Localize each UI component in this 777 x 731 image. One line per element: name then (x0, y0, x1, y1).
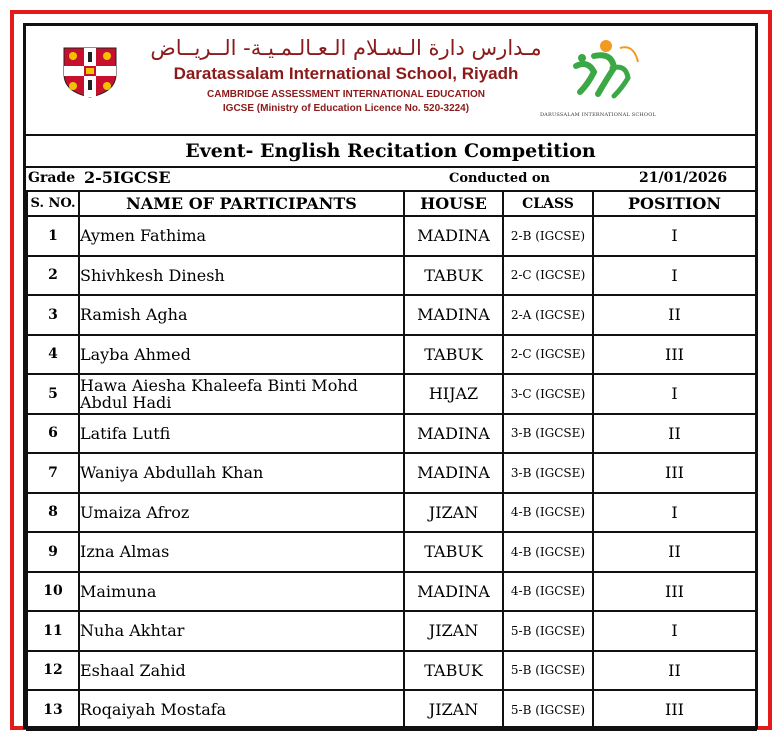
table-row (27, 532, 756, 572)
cell-class: 5-B (IGCSE) (503, 611, 593, 651)
cell-name: Ramish Agha (79, 295, 404, 335)
cell-position: II (593, 414, 756, 454)
cell-house: MADINA (404, 414, 503, 454)
table-row (27, 295, 756, 335)
cell-house: TABUK (404, 532, 503, 572)
cell-position: I (593, 256, 756, 296)
cell-class: 4-B (IGCSE) (503, 572, 593, 612)
cell-name: Layba Ahmed (79, 335, 404, 375)
cell-class: 2-B (IGCSE) (503, 216, 593, 256)
cell-sno: 10 (27, 572, 79, 612)
cell-position: I (593, 216, 756, 256)
cell-house: JIZAN (404, 690, 503, 730)
cell-name: Roqaiyah Mostafa (79, 690, 404, 730)
cell-position: II (593, 532, 756, 572)
table-row (27, 493, 756, 533)
cell-house: MADINA (404, 295, 503, 335)
header-class: CLASS (503, 191, 593, 216)
conducted-date: 21/01/2026 (639, 170, 728, 186)
cell-position: III (593, 572, 756, 612)
cell-position: I (593, 374, 756, 414)
cell-position: III (593, 690, 756, 730)
header-name: NAME OF PARTICIPANTS (79, 191, 404, 216)
document-sheet (23, 23, 758, 729)
school-name: Daratassalam International School, Riyadh (173, 64, 519, 83)
cell-sno: 2 (27, 256, 79, 296)
cell-sno: 6 (27, 414, 79, 454)
table-row (27, 414, 756, 454)
table-row (27, 374, 756, 414)
cell-house: MADINA (404, 453, 503, 493)
letterhead (26, 26, 755, 136)
cell-house: HIJAZ (404, 374, 503, 414)
table-row (27, 611, 756, 651)
cell-sno: 8 (27, 493, 79, 533)
cell-house: MADINA (404, 572, 503, 612)
table-row (27, 690, 756, 730)
cell-class: 2-A (IGCSE) (503, 295, 593, 335)
page-frame (10, 10, 772, 730)
licence-line: IGCSE (Ministry of Education Licence No. 520-3224) (222, 103, 470, 114)
cell-name: Waniya Abdullah Khan (79, 453, 404, 493)
cell-name: Maimuna (79, 572, 404, 612)
cell-name: Eshaal Zahid (79, 651, 404, 691)
cell-sno: 9 (27, 532, 79, 572)
cell-name: Umaiza Afroz (79, 493, 404, 533)
cell-sno: 7 (27, 453, 79, 493)
cell-name: Hawa Aiesha Khaleefa Binti Mohd Abdul Hadi (79, 374, 404, 414)
header-house: HOUSE (404, 191, 503, 216)
cell-class: 4-B (IGCSE) (503, 532, 593, 572)
grade-label: Grade (28, 170, 76, 186)
cell-sno: 4 (27, 335, 79, 375)
cell-position: III (593, 335, 756, 375)
cell-house: TABUK (404, 651, 503, 691)
table-header-row (27, 191, 756, 216)
cell-class: 2-C (IGCSE) (503, 256, 593, 296)
school-arabic-name: مـدارس دارة الـسـلام الـعـالـمـيـة- الــريــاض (150, 36, 542, 60)
cell-name: Aymen Fathima (79, 216, 404, 256)
cell-sno: 12 (27, 651, 79, 691)
school-logo-icon (554, 38, 644, 102)
exam-board: CAMBRIDGE ASSESSMENT INTERNATIONAL EDUCATION (207, 89, 485, 100)
cell-sno: 5 (27, 374, 79, 414)
cell-house: MADINA (404, 216, 503, 256)
participants-table (26, 190, 757, 731)
grade-value: 2-5IGCSE (84, 168, 171, 187)
cell-sno: 1 (27, 216, 79, 256)
event-title: Event- English Recitation Competition (26, 136, 755, 168)
conducted-label: Conducted on (449, 171, 550, 186)
cell-name: Izna Almas (79, 532, 404, 572)
cell-sno: 3 (27, 295, 79, 335)
cell-name: Nuha Akhtar (79, 611, 404, 651)
cell-position: III (593, 453, 756, 493)
table-row (27, 216, 756, 256)
cell-class: 3-B (IGCSE) (503, 414, 593, 454)
logo-caption: DARUSSALAM INTERNATIONAL SCHOOL (539, 112, 657, 118)
cell-position: I (593, 611, 756, 651)
cell-class: 2-C (IGCSE) (503, 335, 593, 375)
cell-sno: 13 (27, 690, 79, 730)
cell-house: TABUK (404, 256, 503, 296)
cell-house: TABUK (404, 335, 503, 375)
table-row (27, 651, 756, 691)
table-row (27, 256, 756, 296)
table-row (27, 453, 756, 493)
header-position: POSITION (593, 191, 756, 216)
cell-class: 4-B (IGCSE) (503, 493, 593, 533)
cell-class: 3-B (IGCSE) (503, 453, 593, 493)
cell-house: JIZAN (404, 493, 503, 533)
cell-sno: 11 (27, 611, 79, 651)
cell-class: 5-B (IGCSE) (503, 651, 593, 691)
cell-position: I (593, 493, 756, 533)
cell-position: II (593, 651, 756, 691)
cell-name: Shivhkesh Dinesh (79, 256, 404, 296)
header-sno: S. NO. (27, 191, 79, 216)
cambridge-crest-icon (62, 46, 118, 98)
grade-row (26, 168, 755, 192)
table-row (27, 572, 756, 612)
cell-class: 5-B (IGCSE) (503, 690, 593, 730)
table-row (27, 335, 756, 375)
cell-name: Latifa Lutfi (79, 414, 404, 454)
cell-house: JIZAN (404, 611, 503, 651)
cell-position: II (593, 295, 756, 335)
cell-class: 3-C (IGCSE) (503, 374, 593, 414)
